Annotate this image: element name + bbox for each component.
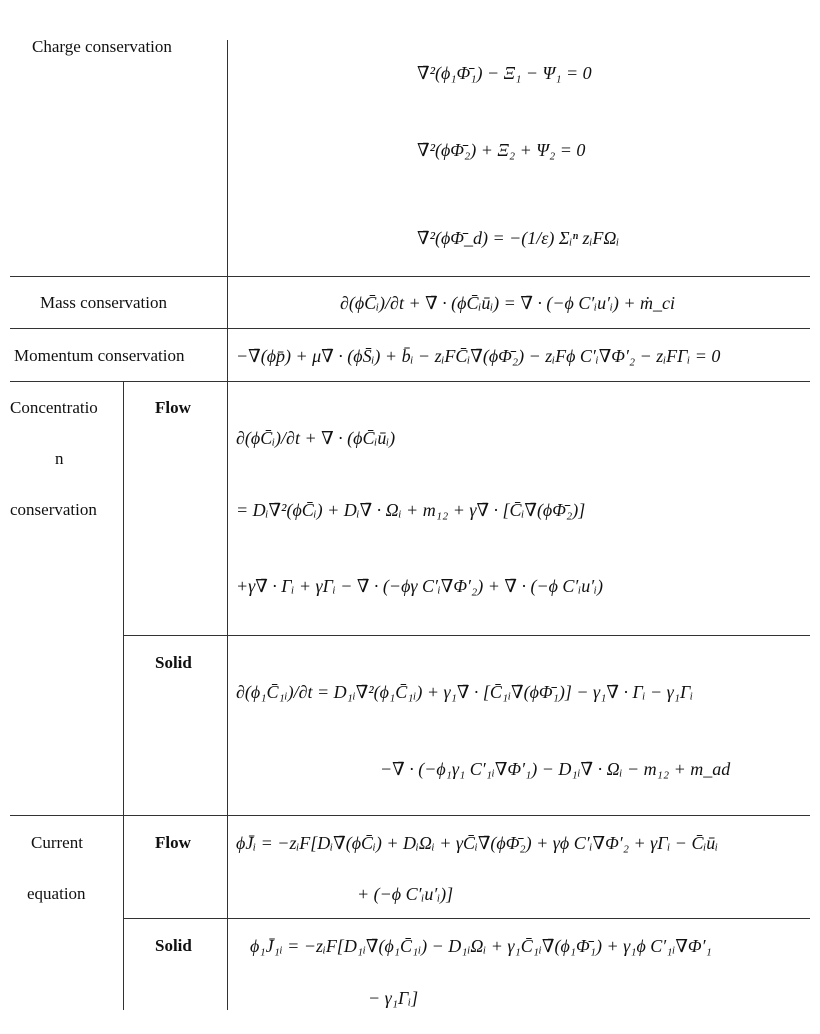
concentration-label-line-1: Concentratio (10, 398, 98, 417)
row-divider-momentum-concentration (10, 381, 810, 382)
column-divider-main (227, 40, 228, 1010)
current-flow-equation-2: + (−ϕ C′ᵢu′ᵢ)] (357, 884, 454, 904)
concentration-solid-equation-1: ∂(ϕ₁C̄₁ᵢ)/∂t = D₁ᵢ∇̄²(ϕ₁C̄₁ᵢ) + γ₁∇̄ · [C̄₁ᵢ∇̄(ϕΦ̄₁)] − γ₁∇̄ · Γᵢ − γ₁Γᵢ (236, 682, 694, 702)
charge-equation-3: ∇̄²(ϕΦ̄_d) = −(1/ε) Σᵢⁿ zᵢFΩᵢ (417, 228, 620, 248)
column-divider-sub-concentration (123, 381, 124, 815)
current-label-line-1: Current (31, 833, 83, 852)
row-divider-curr-flow-solid (123, 918, 810, 919)
current-label-line-2: equation (27, 884, 86, 903)
mass-label: Mass conservation (40, 293, 168, 312)
column-divider-sub-current (123, 815, 124, 1010)
concentration-flow-label: Flow (155, 398, 191, 417)
mass-equation: ∂(ϕC̄ᵢ)/∂t + ∇̄ · (ϕC̄ᵢūᵢ) = ∇̄ · (−ϕ C′ᵢu′ᵢ) + ṁ_ci (340, 293, 676, 313)
concentration-solid-equation-2: −∇̄ · (−ϕ₁γ₁ C′₁ᵢ∇Φ′₁) − D₁ᵢ∇̄ · Ωᵢ − m₁₂ + m_ad (380, 759, 731, 779)
momentum-equation: −∇̄(ϕp̄) + μ∇̄ · (ϕS̄ᵢ) + b̄ᵢ − zᵢFC̄ᵢ∇̄(ϕΦ̄₂) − zᵢFϕ C′ᵢ∇Φ′₂ − zᵢFΓᵢ = 0 (236, 346, 721, 366)
charge-label: Charge conservation (32, 37, 172, 56)
current-flow-equation-1: ϕJ̄ᵢ = −zᵢF[Dᵢ∇̄(ϕC̄ᵢ) + DᵢΩᵢ + γC̄ᵢ∇̄(ϕΦ̄₂) + γϕ C′ᵢ∇Φ′₂ + γΓᵢ − C̄ᵢūᵢ (236, 833, 719, 853)
charge-equation-2: ∇̄²(ϕΦ̄₂) + Ξ₂ + Ψ₂ = 0 (417, 140, 586, 160)
concentration-flow-equation-1: ∂(ϕC̄ᵢ)/∂t + ∇ · (ϕC̄ᵢūᵢ) (236, 428, 396, 448)
concentration-solid-label: Solid (155, 653, 192, 672)
row-divider-mass-momentum (10, 328, 810, 329)
concentration-flow-equation-2: = Dᵢ∇̄²(ϕC̄ᵢ) + Dᵢ∇̄ · Ωᵢ + m₁₂ + γ∇̄ · [C̄ᵢ∇̄(ϕΦ̄₂)] (236, 500, 586, 520)
momentum-label: Momentum conservation (14, 346, 185, 365)
row-divider-conc-flow-solid (123, 635, 810, 636)
current-flow-label: Flow (155, 833, 191, 852)
current-solid-equation-2: − γ₁Γᵢ] (368, 988, 419, 1008)
charge-equation-1: ∇̄²(ϕ₁Φ̄₁) − Ξ₁ − Ψ₁ = 0 (417, 63, 592, 83)
current-solid-equation-1: ϕ₁J̄₁ᵢ = −zᵢF[D₁ᵢ∇̄(ϕ₁C̄₁ᵢ) − D₁ᵢΩᵢ + γ₁C̄₁ᵢ∇̄(ϕ₁Φ̄₁) + γ₁ϕ C′₁ᵢ∇Φ′₁ (250, 936, 712, 956)
row-divider-charge-mass (10, 276, 810, 277)
concentration-label-line-2: n (55, 449, 64, 468)
row-divider-concentration-current (10, 815, 810, 816)
concentration-flow-equation-3: +γ∇̄ · Γᵢ + γΓᵢ − ∇̄ · (−ϕγ C′ᵢ∇Φ′₂) + ∇̄ · (−ϕ C′ᵢu′ᵢ) (236, 576, 603, 596)
concentration-label-line-3: conservation (10, 500, 97, 519)
current-solid-label: Solid (155, 936, 192, 955)
